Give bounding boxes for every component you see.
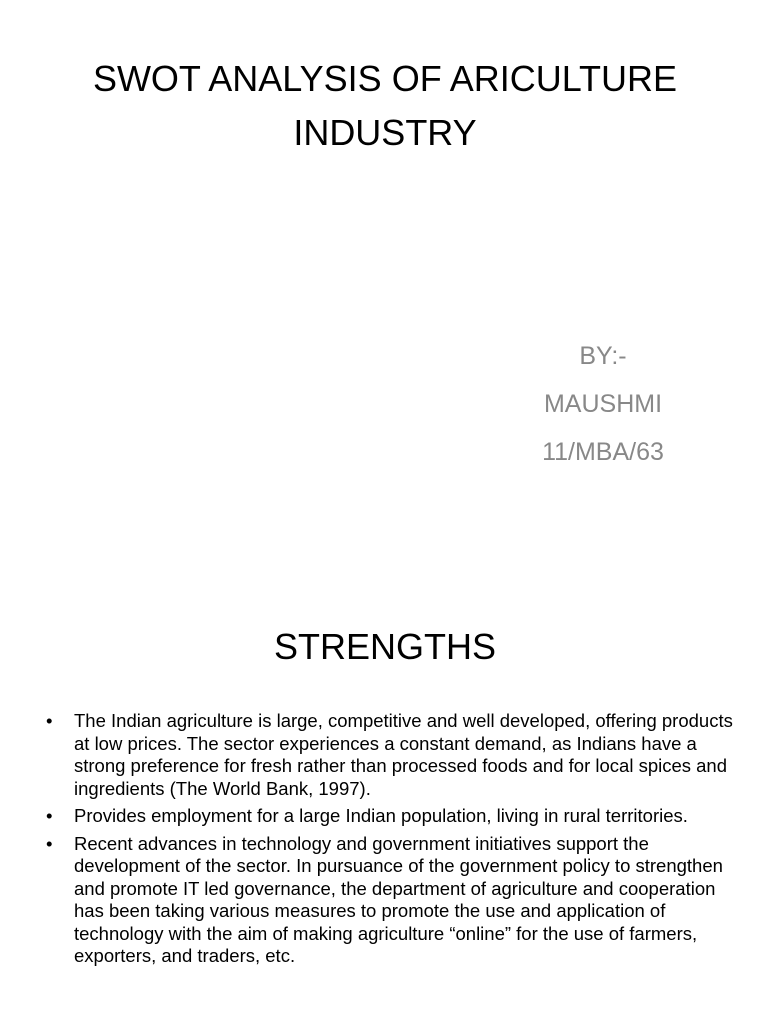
bullet-item: • Recent advances in technology and government initiatives support the development of the sector. In pursuance of the government policy to strengthen and promote IT led governance, the department of agriculture and cooperation has been taking various measures to promote the use and application of technology with the aim of making agriculture “online” for the use of farmers, exporters, and traders, etc. — [44, 833, 744, 968]
slide-title: STRENGTHS — [273, 626, 496, 667]
author-block — [480, 332, 726, 476]
author-name: MAUSHMI — [543, 390, 663, 418]
strengths-slide — [0, 580, 768, 1024]
author-roll-number: 11/MBA/63 — [542, 438, 664, 466]
author-prefix: BY:- — [579, 342, 627, 370]
presentation-title: SWOT ANALYSIS OF ARICULTURE INDUSTRY — [92, 58, 678, 153]
bullet-item: • The Indian agriculture is large, competitive and well developed, offering products at low prices. The sector experiences a constant demand, as Indians have a strong preference for fresh rather than processed foods and for local spices and ingredients (The World Bank, 1997). — [44, 710, 744, 800]
bullet-list — [44, 710, 744, 973]
bullet-item: • Provides employment for a large Indian population, living in rural territories. — [44, 805, 744, 828]
